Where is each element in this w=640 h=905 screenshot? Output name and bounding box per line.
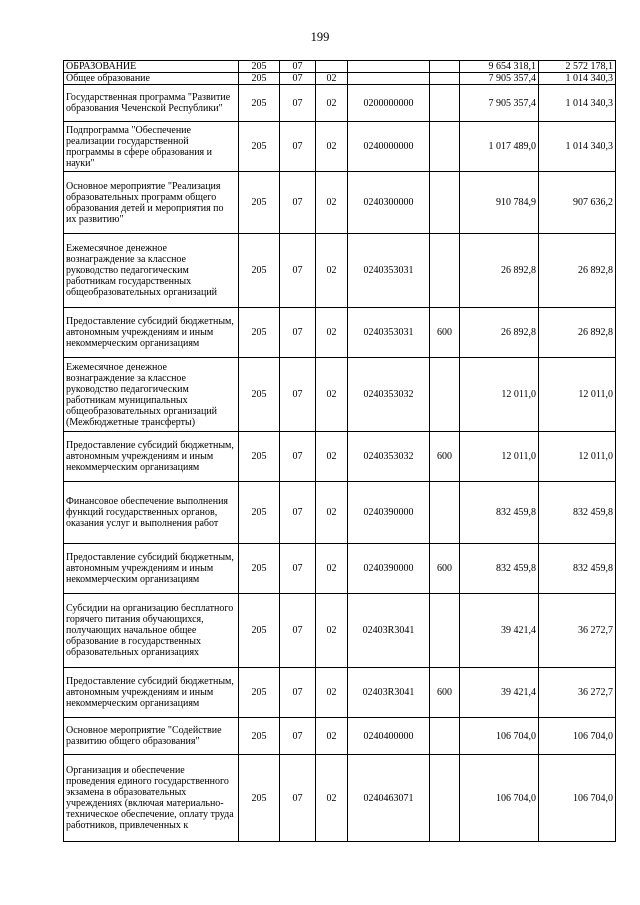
cell-ved: 205	[239, 755, 280, 842]
cell-csr: 0240463071	[348, 755, 430, 842]
table-row	[64, 544, 616, 594]
cell-pr: 02	[316, 432, 348, 482]
cell-sum-1: 7 905 357,4	[460, 73, 539, 85]
cell-csr: 0240390000	[348, 482, 430, 544]
cell-ved: 205	[239, 234, 280, 308]
cell-pr: 02	[316, 85, 348, 122]
cell-pr: 02	[316, 718, 348, 755]
cell-csr: 0240353032	[348, 432, 430, 482]
cell-csr: 02403R3041	[348, 594, 430, 668]
row-name: Подпрограмма "Обеспечение реализации государственной программы в сфере образования и науки"	[64, 122, 239, 172]
cell-rz: 07	[280, 122, 316, 172]
row-name: Предоставление субсидий бюджетным, автономным учреждениям и иным некоммерческим организациям	[64, 308, 239, 358]
cell-rz: 07	[280, 61, 316, 73]
cell-ved: 205	[239, 73, 280, 85]
cell-vr: 600	[430, 668, 460, 718]
cell-rz: 07	[280, 308, 316, 358]
table-row	[64, 358, 616, 432]
cell-csr	[348, 73, 430, 85]
cell-pr: 02	[316, 73, 348, 85]
cell-csr: 0240353031	[348, 234, 430, 308]
cell-csr: 0240000000	[348, 122, 430, 172]
cell-ved: 205	[239, 432, 280, 482]
cell-sum-2: 2 572 178,1	[539, 61, 616, 73]
cell-rz: 07	[280, 482, 316, 544]
cell-ved: 205	[239, 594, 280, 668]
cell-csr: 02403R3041	[348, 668, 430, 718]
cell-rz: 07	[280, 755, 316, 842]
cell-sum-2: 1 014 340,3	[539, 73, 616, 85]
cell-sum-2: 26 892,8	[539, 308, 616, 358]
cell-pr: 02	[316, 122, 348, 172]
cell-vr: 600	[430, 544, 460, 594]
table-row	[64, 234, 616, 308]
table-row	[64, 172, 616, 234]
cell-sum-1: 910 784,9	[460, 172, 539, 234]
cell-pr: 02	[316, 482, 348, 544]
table-row	[64, 432, 616, 482]
cell-sum-1: 9 654 318,1	[460, 61, 539, 73]
cell-vr	[430, 73, 460, 85]
table-row	[64, 594, 616, 668]
cell-vr	[430, 594, 460, 668]
cell-pr: 02	[316, 594, 348, 668]
cell-csr: 0200000000	[348, 85, 430, 122]
cell-sum-2: 106 704,0	[539, 718, 616, 755]
table-row	[64, 122, 616, 172]
cell-vr	[430, 755, 460, 842]
table-row	[64, 668, 616, 718]
cell-pr: 02	[316, 234, 348, 308]
cell-ved: 205	[239, 61, 280, 73]
cell-sum-2: 832 459,8	[539, 482, 616, 544]
cell-sum-1: 39 421,4	[460, 668, 539, 718]
budget-table-body	[64, 61, 616, 842]
cell-vr: 600	[430, 432, 460, 482]
cell-vr	[430, 234, 460, 308]
cell-csr: 0240400000	[348, 718, 430, 755]
cell-pr: 02	[316, 172, 348, 234]
row-name: Предоставление субсидий бюджетным, автономным учреждениям и иным некоммерческим организациям	[64, 668, 239, 718]
cell-sum-1: 832 459,8	[460, 482, 539, 544]
row-name: Основное мероприятие "Содействие развитию общего образования"	[64, 718, 239, 755]
cell-rz: 07	[280, 73, 316, 85]
cell-rz: 07	[280, 668, 316, 718]
cell-rz: 07	[280, 358, 316, 432]
cell-csr	[348, 61, 430, 73]
cell-vr	[430, 61, 460, 73]
cell-vr	[430, 718, 460, 755]
cell-pr	[316, 61, 348, 73]
row-name: Ежемесячное денежное вознаграждение за классное руководство педагогическим работникам государственных общеобразовательных организаций	[64, 234, 239, 308]
cell-pr: 02	[316, 668, 348, 718]
cell-sum-1: 12 011,0	[460, 432, 539, 482]
cell-ved: 205	[239, 122, 280, 172]
cell-rz: 07	[280, 718, 316, 755]
row-name: Государственная программа "Развитие образования Чеченской Республики"	[64, 85, 239, 122]
cell-csr: 0240353032	[348, 358, 430, 432]
row-name: Основное мероприятие "Реализация образовательных программ общего образования детей и мероприятия по их развитию"	[64, 172, 239, 234]
row-name: Финансовое обеспечение выполнения функций государственных органов, оказания услуг и выполнения работ	[64, 482, 239, 544]
table-row	[64, 482, 616, 544]
cell-vr	[430, 122, 460, 172]
cell-ved: 205	[239, 85, 280, 122]
row-name: Общее образование	[64, 73, 239, 85]
cell-rz: 07	[280, 85, 316, 122]
cell-pr: 02	[316, 308, 348, 358]
cell-sum-1: 26 892,8	[460, 234, 539, 308]
row-name: Ежемесячное денежное вознаграждение за классное руководство педагогическим работникам муниципальных общеобразовательных организаций (Межбюджетные трансферты)	[64, 358, 239, 432]
cell-sum-2: 12 011,0	[539, 358, 616, 432]
cell-vr	[430, 172, 460, 234]
table-row	[64, 73, 616, 85]
table-row	[64, 308, 616, 358]
cell-csr: 0240390000	[348, 544, 430, 594]
row-name: Организация и обеспечение проведения единого государственного экзамена в образовательных учреждениях (включая материально-техническое обеспечение, оплату труда работников, привлеченных к	[64, 755, 239, 842]
cell-ved: 205	[239, 358, 280, 432]
cell-vr	[430, 85, 460, 122]
cell-sum-1: 26 892,8	[460, 308, 539, 358]
cell-sum-1: 39 421,4	[460, 594, 539, 668]
cell-ved: 205	[239, 668, 280, 718]
cell-pr: 02	[316, 358, 348, 432]
cell-sum-1: 106 704,0	[460, 718, 539, 755]
cell-sum-2: 26 892,8	[539, 234, 616, 308]
cell-ved: 205	[239, 308, 280, 358]
cell-sum-1: 106 704,0	[460, 755, 539, 842]
budget-table	[63, 60, 616, 842]
cell-sum-2: 106 704,0	[539, 755, 616, 842]
row-name: Предоставление субсидий бюджетным, автономным учреждениям и иным некоммерческим организациям	[64, 544, 239, 594]
cell-ved: 205	[239, 482, 280, 544]
row-name: ОБРАЗОВАНИЕ	[64, 61, 239, 73]
cell-sum-2: 36 272,7	[539, 668, 616, 718]
cell-vr: 600	[430, 308, 460, 358]
cell-sum-2: 12 011,0	[539, 432, 616, 482]
table-row	[64, 85, 616, 122]
cell-csr: 0240353031	[348, 308, 430, 358]
cell-pr: 02	[316, 755, 348, 842]
cell-sum-2: 832 459,8	[539, 544, 616, 594]
cell-sum-1: 1 017 489,0	[460, 122, 539, 172]
cell-rz: 07	[280, 544, 316, 594]
cell-vr	[430, 358, 460, 432]
table-row	[64, 755, 616, 842]
cell-rz: 07	[280, 234, 316, 308]
cell-sum-1: 12 011,0	[460, 358, 539, 432]
cell-ved: 205	[239, 544, 280, 594]
cell-csr: 0240300000	[348, 172, 430, 234]
cell-rz: 07	[280, 594, 316, 668]
cell-sum-2: 1 014 340,3	[539, 85, 616, 122]
cell-sum-1: 832 459,8	[460, 544, 539, 594]
cell-sum-2: 907 636,2	[539, 172, 616, 234]
cell-vr	[430, 482, 460, 544]
cell-sum-2: 36 272,7	[539, 594, 616, 668]
cell-sum-1: 7 905 357,4	[460, 85, 539, 122]
cell-pr: 02	[316, 544, 348, 594]
cell-rz: 07	[280, 432, 316, 482]
cell-ved: 205	[239, 172, 280, 234]
row-name: Предоставление субсидий бюджетным, автономным учреждениям и иным некоммерческим организациям	[64, 432, 239, 482]
cell-sum-2: 1 014 340,3	[539, 122, 616, 172]
row-name: Субсидии на организацию бесплатного горячего питания обучающихся, получающих начальное общее образование в государственных образовательных организациях	[64, 594, 239, 668]
cell-ved: 205	[239, 718, 280, 755]
table-row	[64, 61, 616, 73]
table-row	[64, 718, 616, 755]
page-number: 199	[310, 30, 330, 44]
cell-rz: 07	[280, 172, 316, 234]
